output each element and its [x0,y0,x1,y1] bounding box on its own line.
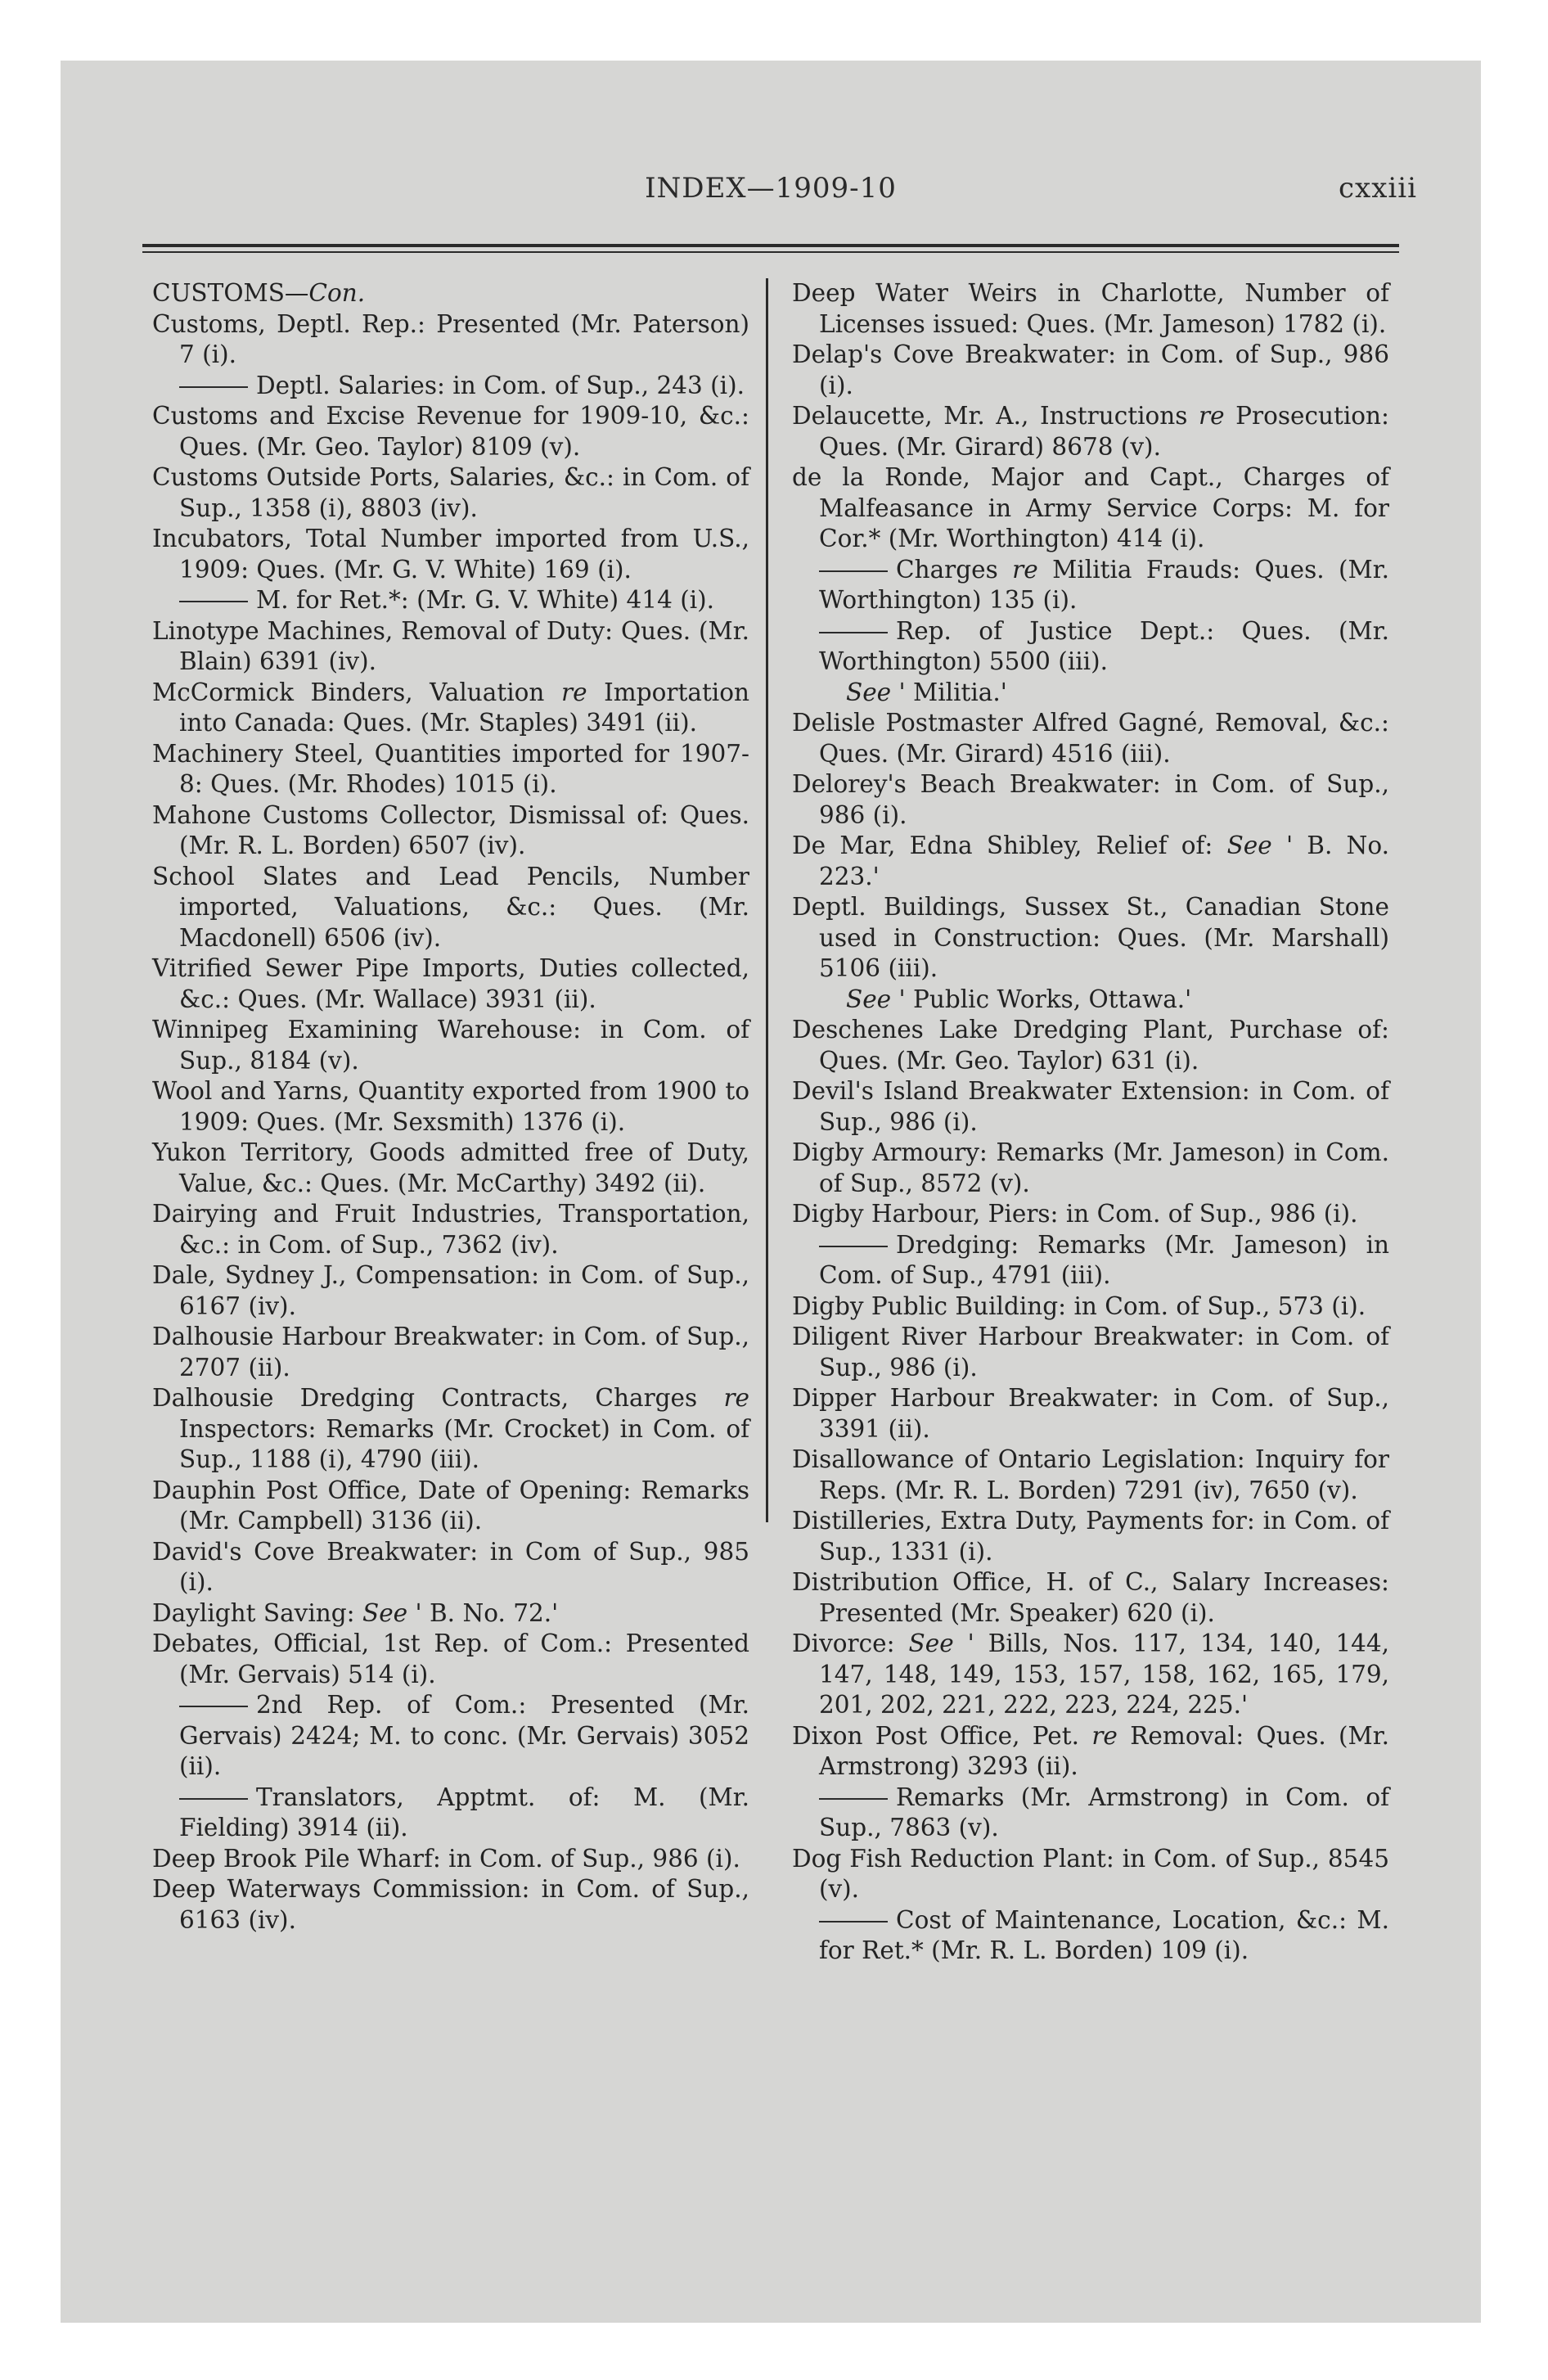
index-entry [152,739,749,800]
entry-text: Dairying and Fruit Industries, Transportation, &c.: in Com. of Sup., 7362 (iv). [152,1200,749,1259]
index-entry [792,340,1389,401]
right-entries [792,278,1389,1967]
index-entry [792,1138,1389,1199]
index-entry [152,1629,749,1690]
left-column [152,278,749,1936]
index-entry [152,678,749,739]
index-subentry [152,371,749,402]
entry-text: Rep. of Justice Dept.: Ques. (Mr. Worthington) 5500 (iii). [819,616,1389,675]
entry-text: Dipper Harbour Breakwater: in Com. of Sup., 3391 (ii). [792,1384,1389,1443]
entry-text: Dalhousie Harbour Breakwater: in Com. of Sup., 2707 (ii). [152,1323,749,1382]
index-entry [792,1015,1389,1076]
index-entry [152,401,749,462]
running-title: INDEX—1909-10 [645,172,897,205]
index-entry [792,1383,1389,1445]
index-entry [152,1383,749,1476]
entry-text: Translators, Apptmt. of: M. (Mr. Fielding) 3914 (ii). [179,1783,749,1841]
entry-text: Deptl. Buildings, Sussex St., Canadian Stone used in Construction: Ques. (Mr. Marshall) 5106 (iii). [792,893,1389,982]
header-rule-thick [142,244,1399,247]
entry-text: Customs, Deptl. Rep.: Presented (Mr. Paterson) 7 (i). [152,309,749,368]
index-entry [792,769,1389,831]
page-number: cxxiii [1338,172,1417,205]
index-entry [152,524,749,585]
ditto-dash [819,632,888,633]
index-entry [152,1537,749,1598]
index-subentry [792,1783,1389,1844]
entry-text: Daylight Saving: See ' B. No. 72.' [152,1598,559,1627]
index-entry [152,862,749,954]
entry-text: Delap's Cove Breakwater: in Com. of Sup., 986 (i). [792,340,1389,399]
index-entry [152,1874,749,1936]
entry-text: See ' Public Works, Ottawa.' [846,985,1192,1013]
entry-text: Deep Waterways Commission: in Com. of Sup., 6163 (iv). [152,1875,749,1934]
entry-text: Vitrified Sewer Pipe Imports, Duties collected, &c.: Ques. (Mr. Wallace) 3931 (ii). [152,954,749,1013]
entry-text: Digby Armoury: Remarks (Mr. Jameson) in Com. of Sup., 8572 (v). [792,1138,1389,1197]
index-entry [792,462,1389,555]
entry-text: Yukon Territory, Goods admitted free of Duty, Value, &c.: Ques. (Mr. McCarthy) 3492 (ii). [152,1138,749,1197]
entry-text: Winnipeg Examining Warehouse: in Com. of Sup., 8184 (v). [152,1016,749,1075]
index-entry [792,1291,1389,1323]
index-entry [152,1015,749,1076]
index-subentry [792,555,1389,616]
entry-text: Customs Outside Ports, Salaries, &c.: in Com. of Sup., 1358 (i), 8803 (iv). [152,463,749,522]
entry-text: De Mar, Edna Shibley, Relief of: See ' B. No. 223.' [792,832,1389,890]
entry-text: Charges re Militia Frauds: Ques. (Mr. Worthington) 135 (i). [819,555,1389,614]
ditto-dash [179,1798,248,1800]
entry-text: Dog Fish Reduction Plant: in Com. of Sup., 8545 (v). [792,1844,1389,1903]
entry-text: Cost of Maintenance, Location, &c.: M. for Ret.* (Mr. R. L. Borden) 109 (i). [819,1905,1389,1964]
ditto-dash [819,1246,888,1247]
entry-text: Deschenes Lake Dredging Plant, Purchase of: Ques. (Mr. Geo. Taylor) 631 (i). [792,1016,1389,1075]
index-entry [792,892,1389,985]
entry-text: Dalhousie Dredging Contracts, Charges re Inspectors: Remarks (Mr. Crocket) in Com. of Sup., 1188 (i), 4790 (iii). [152,1384,749,1473]
entry-text: Customs and Excise Revenue for 1909-10, &c.: Ques. (Mr. Geo. Taylor) 8109 (v). [152,402,749,461]
index-subentry [152,1690,749,1783]
index-entry [792,1567,1389,1629]
entry-text: Remarks (Mr. Armstrong) in Com. of Sup., 7863 (v). [819,1783,1389,1841]
section-heading-text: CUSTOMS [152,279,285,307]
index-entry [792,1076,1389,1138]
see-reference [792,985,1389,1016]
index-entry [792,1506,1389,1567]
index-entry [792,1199,1389,1230]
entry-text: Delisle Postmaster Alfred Gagné, Removal, &c.: Ques. (Mr. Girard) 4516 (iii). [792,709,1389,768]
entry-text: Debates, Official, 1st Rep. of Com.: Presented (Mr. Gervais) 514 (i). [152,1629,749,1688]
ditto-dash [179,1706,248,1707]
entry-text: Incubators, Total Number imported from U.S., 1909: Ques. (Mr. G. V. White) 169 (i). [152,525,749,584]
entry-text: Machinery Steel, Quantities imported for 1907-8: Ques. (Mr. Rhodes) 1015 (i). [152,739,749,798]
entry-text: Mahone Customs Collector, Dismissal of: Ques. (Mr. R. L. Borden) 6507 (iv). [152,800,749,859]
index-entry [152,1076,749,1138]
entry-text: Deep Water Weirs in Charlotte, Number of Licenses issued: Ques. (Mr. Jameson) 1782 (i). [792,279,1389,338]
index-entry [152,800,749,862]
entry-text: See ' Militia.' [846,678,1007,706]
entry-text: Delaucette, Mr. A., Instructions re Prosecution: Ques. (Mr. Girard) 8678 (v). [792,402,1389,461]
entry-text: Digby Harbour, Piers: in Com. of Sup., 986 (i). [792,1200,1358,1228]
index-subentry [792,1230,1389,1291]
right-column [792,278,1389,1967]
ditto-dash [179,386,248,388]
index-page [61,61,1481,2323]
index-entry [792,1629,1389,1721]
index-entry [792,278,1389,340]
ditto-dash [819,1798,888,1800]
entry-text: Deep Brook Pile Wharf: in Com. of Sup., 986 (i). [152,1844,740,1873]
index-entry [152,1138,749,1199]
entry-text: Disallowance of Ontario Legislation: Inquiry for Reps. (Mr. R. L. Borden) 7291 (iv), 7650 (v). [792,1445,1389,1504]
entry-text: Deptl. Salaries: in Com. of Sup., 243 (i). [256,371,745,399]
entry-text: Dauphin Post Office, Date of Opening: Remarks (Mr. Campbell) 3136 (ii). [152,1476,749,1535]
entry-text: Devil's Island Breakwater Extension: in Com. of Sup., 986 (i). [792,1077,1389,1136]
index-entry [152,1844,749,1875]
ditto-dash [819,570,888,572]
left-entries [152,309,749,1936]
index-entry [792,1844,1389,1905]
entry-text: David's Cove Breakwater: in Com of Sup., 985 (i). [152,1537,749,1596]
section-heading: CUSTOMS—Con. [152,279,366,307]
index-entry [792,831,1389,892]
entry-text: 2nd Rep. of Com.: Presented (Mr. Gervais) 2424; M. to conc. (Mr. Gervais) 3052 (ii). [179,1691,749,1780]
ditto-dash [179,601,248,602]
entry-text: Delorey's Beach Breakwater: in Com. of Sup., 986 (i). [792,770,1389,829]
see-reference [792,678,1389,709]
index-entry [152,1260,749,1322]
entry-text: Distribution Office, H. of C., Salary Increases: Presented (Mr. Speaker) 620 (i). [792,1568,1389,1627]
index-entry [152,616,749,678]
entry-text: Distilleries, Extra Duty, Payments for: in Com. of Sup., 1331 (i). [792,1507,1389,1566]
entry-text: Dale, Sydney J., Compensation: in Com. of Sup., 6167 (iv). [152,1261,749,1320]
index-entry [792,401,1389,462]
entry-text: Linotype Machines, Removal of Duty: Ques. (Mr. Blain) 6391 (iv). [152,616,749,675]
entry-text: School Slates and Lead Pencils, Number imported, Valuations, &c.: Ques. (Mr. Macdonell) 6506 (iv). [152,862,749,952]
section-heading-suffix: Con. [308,279,366,307]
ditto-dash [819,1921,888,1922]
index-entry [152,1476,749,1537]
index-entry [152,953,749,1015]
entry-text: Dredging: Remarks (Mr. Jameson) in Com. of Sup., 4791 (iii). [819,1230,1389,1289]
index-subentry [792,1905,1389,1967]
entry-text: McCormick Binders, Valuation re Importation into Canada: Ques. (Mr. Staples) 3491 (ii). [152,678,749,737]
index-entry [152,309,749,371]
entry-text: Diligent River Harbour Breakwater: in Com. of Sup., 986 (i). [792,1323,1389,1382]
header-rule-thin [142,251,1399,253]
index-entry [792,1721,1389,1783]
entry-text: de la Ronde, Major and Capt., Charges of Malfeasance in Army Service Corps: M. for Cor.* (Mr. Worthington) 414 (i). [792,463,1389,552]
entry-text: Dixon Post Office, Pet. re Removal: Ques. (Mr. Armstrong) 3293 (ii). [792,1721,1389,1780]
index-entry [792,1445,1389,1506]
index-subentry [152,585,749,616]
column-divider [766,278,768,1522]
index-entry [792,708,1389,769]
index-subentry [792,616,1389,678]
index-entry [152,1598,749,1629]
page-header [61,172,1481,221]
index-entry [792,1322,1389,1383]
entry-text: Wool and Yarns, Quantity exported from 1900 to 1909: Ques. (Mr. Sexsmith) 1376 (i). [152,1077,749,1136]
index-entry [152,1322,749,1383]
index-entry [152,1199,749,1260]
index-subentry [152,1783,749,1844]
entry-text: Digby Public Building: in Com. of Sup., 573 (i). [792,1291,1366,1320]
index-entry [152,462,749,524]
entry-text: M. for Ret.*: (Mr. G. V. White) 414 (i). [256,586,715,614]
entry-text: Divorce: See ' Bills, Nos. 117, 134, 140, 144, 147, 148, 149, 153, 157, 158, 162, 165, 179, 201, 202, 221, 222, 223, 224, 225.' [792,1629,1389,1719]
